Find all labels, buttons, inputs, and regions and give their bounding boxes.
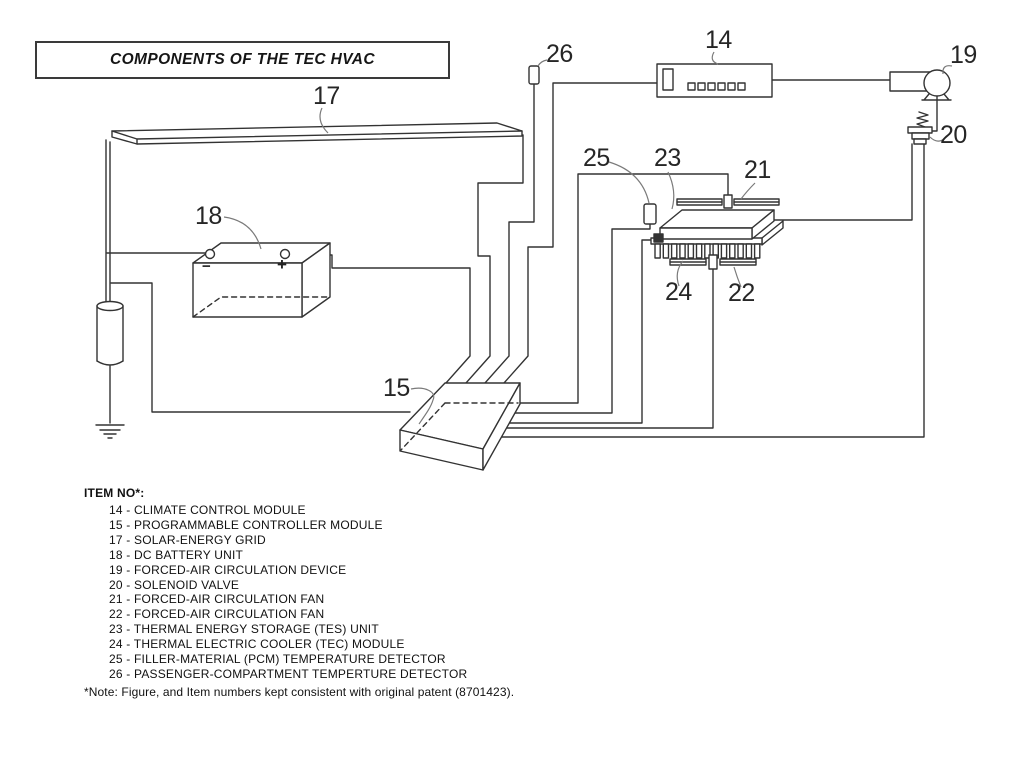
footnote: *Note: Figure, and Item numbers kept consistent with original patent (8701423).: [84, 685, 515, 699]
callout-15: 15: [383, 374, 410, 402]
callout-18: 18: [195, 202, 222, 230]
legend-item-17: 17 - SOLAR-ENERGY GRID: [109, 532, 266, 547]
legend-item-25: 25 - FILLER-MATERIAL (PCM) TEMPERATURE DETECTOR: [109, 652, 446, 667]
callout-25: 25: [583, 144, 610, 172]
forced-air-device: [890, 70, 951, 100]
leader-21: [741, 183, 755, 199]
legend-item-19: 19 - FORCED-AIR CIRCULATION DEVICE: [109, 562, 347, 577]
ground-symbol: [96, 425, 124, 438]
legend-list: [109, 503, 467, 682]
callout-20: 20: [940, 121, 967, 149]
legend-item-23: 23 - THERMAL ENERGY STORAGE (TES) UNIT: [109, 622, 379, 637]
legend-item-26: 26 - PASSENGER-COMPARTMENT TEMPERTURE DETECTOR: [109, 666, 468, 681]
legend-item-21: 21 - FORCED-AIR CIRCULATION FAN: [109, 592, 325, 607]
pcm-temp-sensor-25: [644, 204, 656, 224]
legend-item-14: 14 - CLIMATE CONTROL MODULE: [109, 503, 306, 517]
legend-item-20: 20 - SOLENOID VALVE: [109, 577, 240, 592]
item-legend: [84, 486, 467, 682]
leader-25: [609, 162, 649, 203]
callout-17: 17: [313, 82, 340, 110]
fan-21: [677, 195, 779, 208]
battery-plus-sign: +: [277, 255, 287, 274]
legend-heading: ITEM NO*:: [84, 486, 145, 500]
callout-26: 26: [546, 40, 573, 68]
callout-23: 23: [654, 144, 681, 172]
callout-22: 22: [728, 279, 755, 307]
compartment-temp-sensor-26: [529, 66, 539, 84]
tec-terminal-lug: [654, 234, 663, 242]
solenoid-valve: [908, 112, 932, 144]
legend-item-18: 18 - DC BATTERY UNIT: [109, 547, 244, 562]
legend-item-15: 15 - PROGRAMMABLE CONTROLLER MODULE: [109, 517, 383, 532]
capacitor-cylinder: [97, 302, 123, 366]
spring-icon: [917, 112, 928, 127]
leader-23: [668, 172, 674, 209]
page-title: COMPONENTS OF THE TEC HVAC: [109, 51, 375, 68]
climate-control-module: [657, 64, 772, 97]
legend-item-22: 22 - FORCED-AIR CIRCULATION FAN: [109, 607, 325, 622]
callout-21: 21: [744, 156, 771, 184]
callout-14: 14: [705, 26, 732, 54]
tes-unit: [660, 210, 774, 239]
battery-minus-sign: −: [202, 258, 211, 275]
dc-battery: [193, 243, 330, 317]
callout-24: 24: [665, 278, 692, 306]
callout-19: 19: [950, 41, 977, 69]
controller-module: [400, 383, 520, 470]
title-box: [35, 41, 450, 79]
solar-energy-grid: [112, 123, 522, 144]
legend-item-24: 24 - THERMAL ELECTRIC COOLER (TEC) MODULE: [109, 637, 405, 652]
